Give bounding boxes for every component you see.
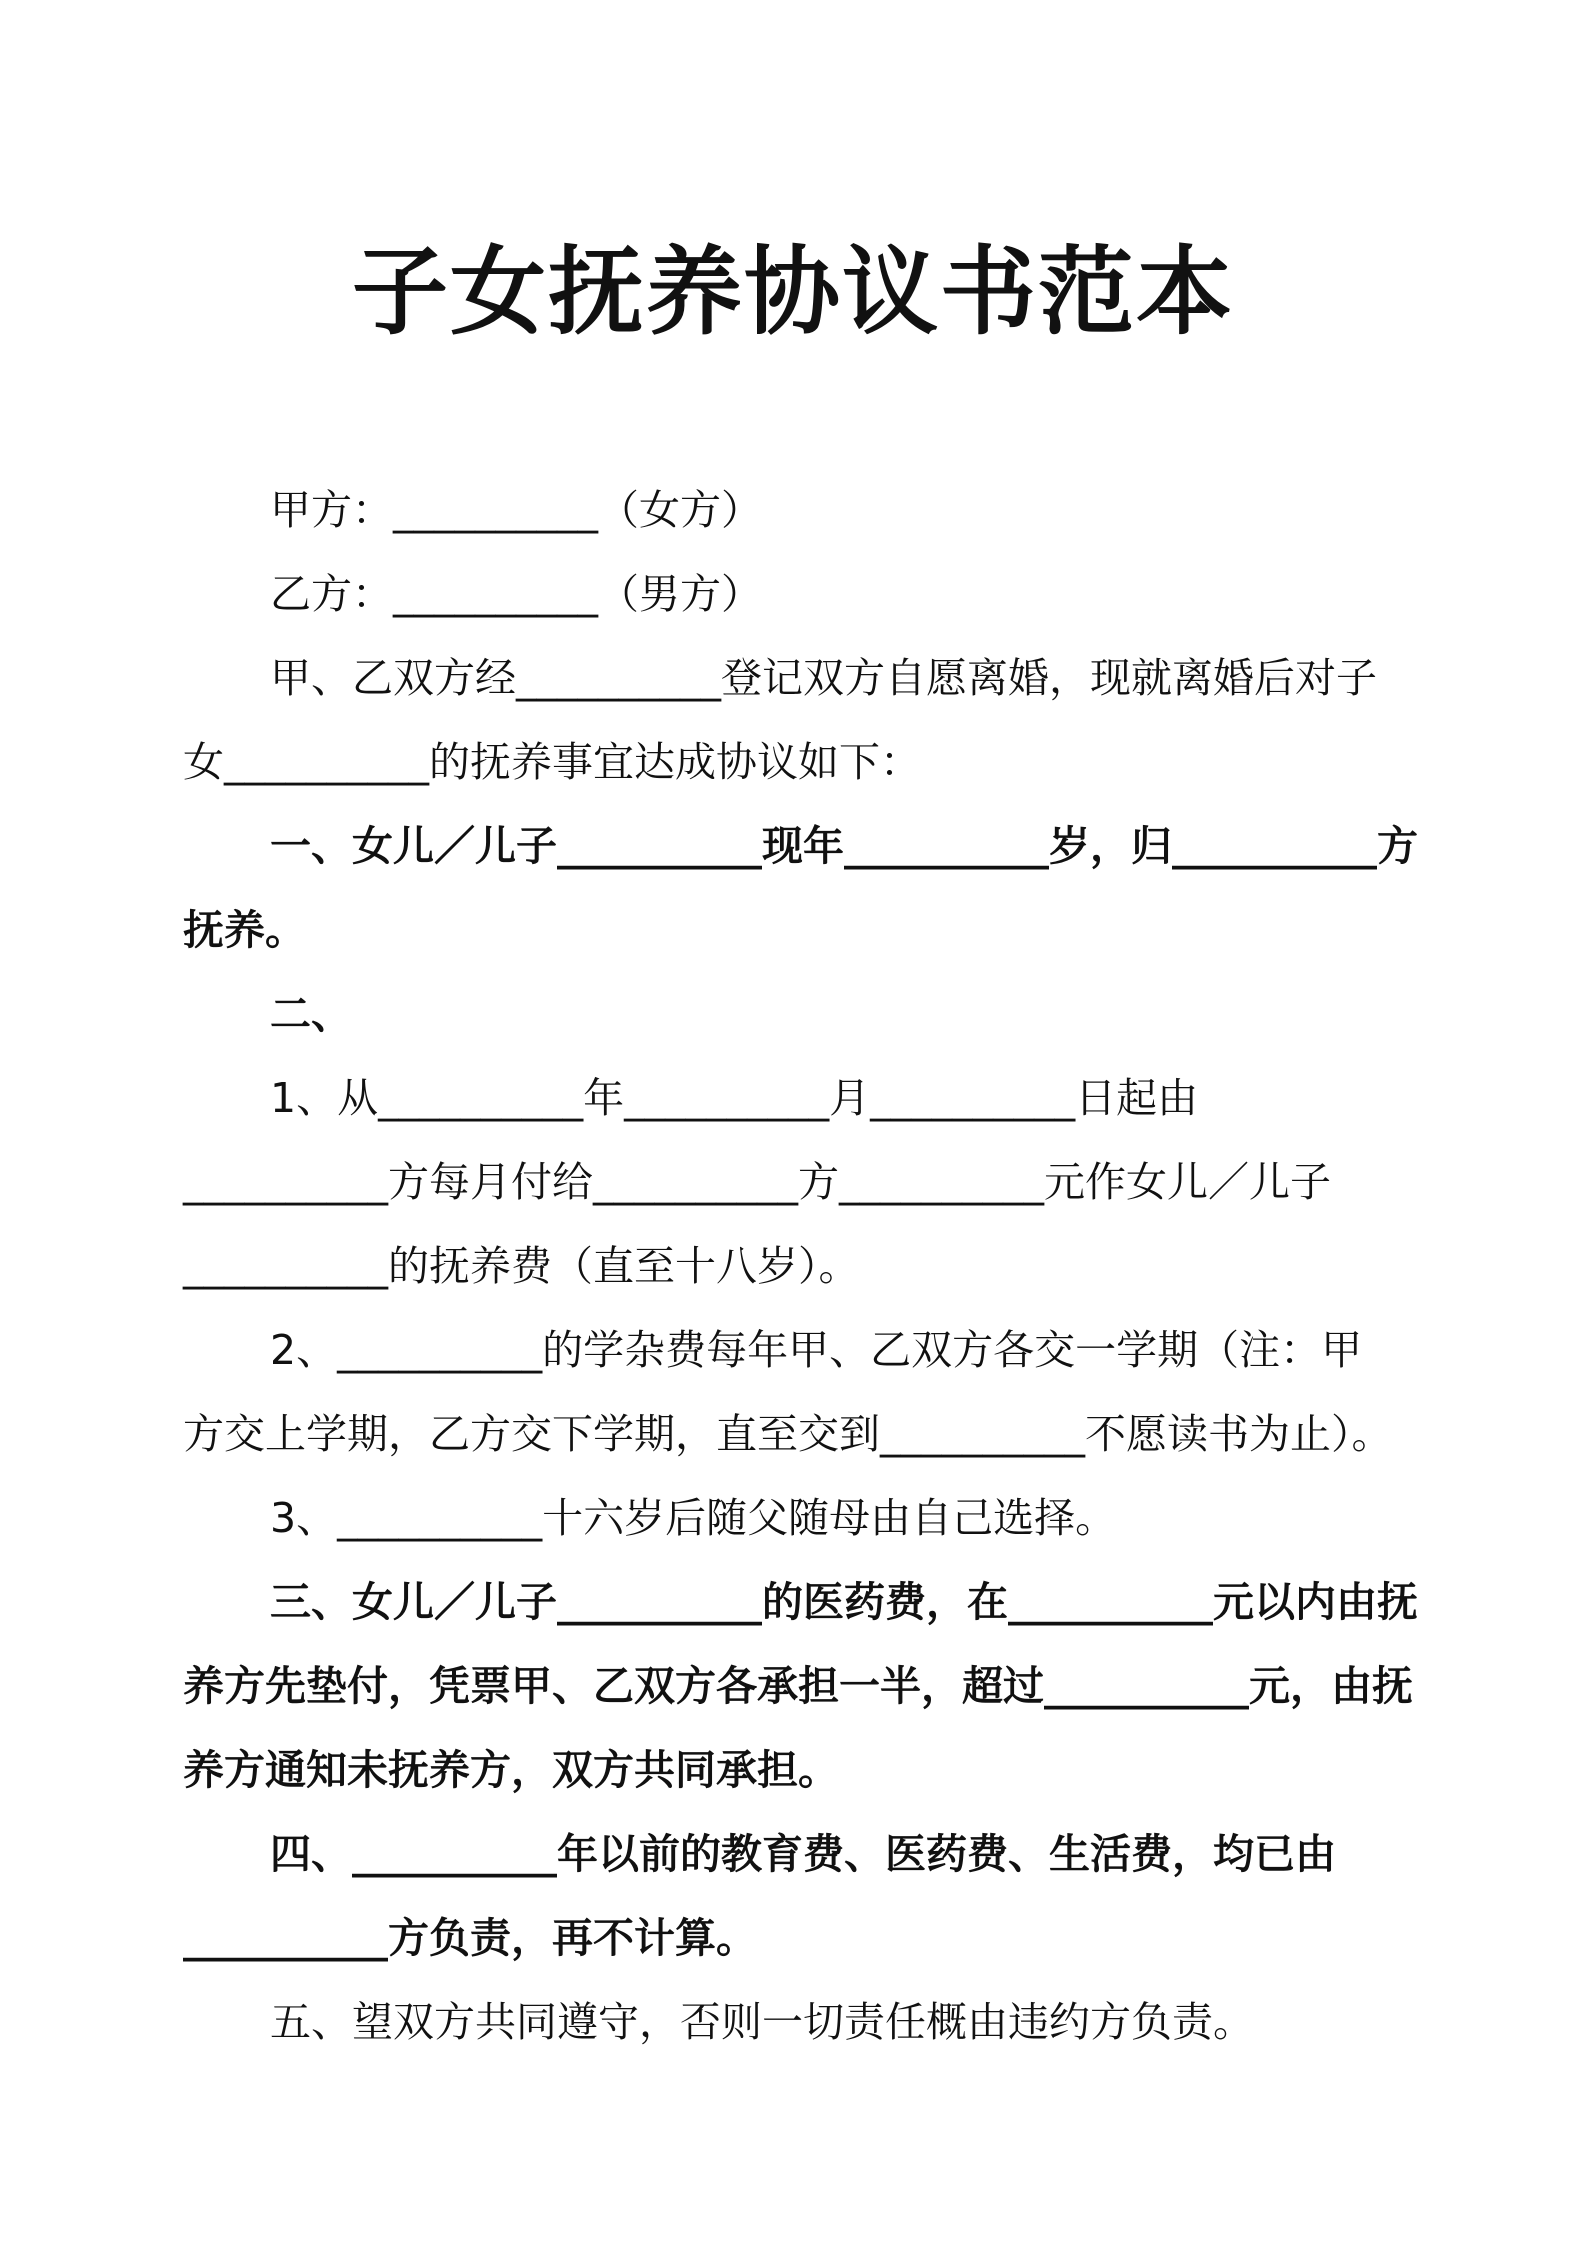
clause-1-line-2: 抚养。 [183, 906, 306, 954]
clause-2-2-line-2: 方交上学期，乙方交下学期，直至交到__________不愿读书为止）。 [183, 1410, 1393, 1458]
party-a-line: 甲方：__________（女方） [270, 486, 762, 534]
clause-2-1-line-2: __________方每月付给__________方__________元作女儿／儿子 [183, 1158, 1331, 1206]
clause-3-line-1: 三、女儿／儿子__________的医药费，在__________元以内由抚 [270, 1578, 1418, 1626]
clause-4-line-2: __________方负责，再不计算。 [183, 1914, 757, 1962]
intro-line-2: 女__________的抚养事宜达成协议如下： [183, 738, 921, 786]
clause-3-line-2: 养方先垫付，凭票甲、乙双方各承担一半，超过__________元，由抚 [183, 1662, 1413, 1710]
clause-2-2-line-1: 2、__________的学杂费每年甲、乙双方各交一学期（注：甲 [270, 1326, 1363, 1374]
clause-2-1-line-1: 1、从__________年__________月__________日起由 [270, 1074, 1199, 1122]
clause-2-3-line: 3、__________十六岁后随父随母由自己选择。 [270, 1494, 1117, 1542]
clause-2-heading: 二、 [270, 990, 352, 1038]
clause-5-line: 五、望双方共同遵守，否则一切责任概由违约方负责。 [270, 1998, 1254, 2046]
document-title: 子女抚养协议书范本 [352, 236, 1234, 348]
party-b-line: 乙方：__________（男方） [270, 570, 762, 618]
intro-line-1: 甲、乙双方经__________登记双方自愿离婚，现就离婚后对子 [270, 654, 1377, 702]
clause-3-line-3: 养方通知未抚养方，双方共同承担。 [183, 1746, 839, 1794]
clause-4-line-1: 四、__________年以前的教育费、医药费、生活费，均已由 [270, 1830, 1336, 1878]
clause-2-1-line-3: __________的抚养费（直至十八岁）。 [183, 1242, 860, 1290]
clause-1-line-1: 一、女儿／儿子__________现年__________岁，归__________方 [270, 822, 1418, 870]
